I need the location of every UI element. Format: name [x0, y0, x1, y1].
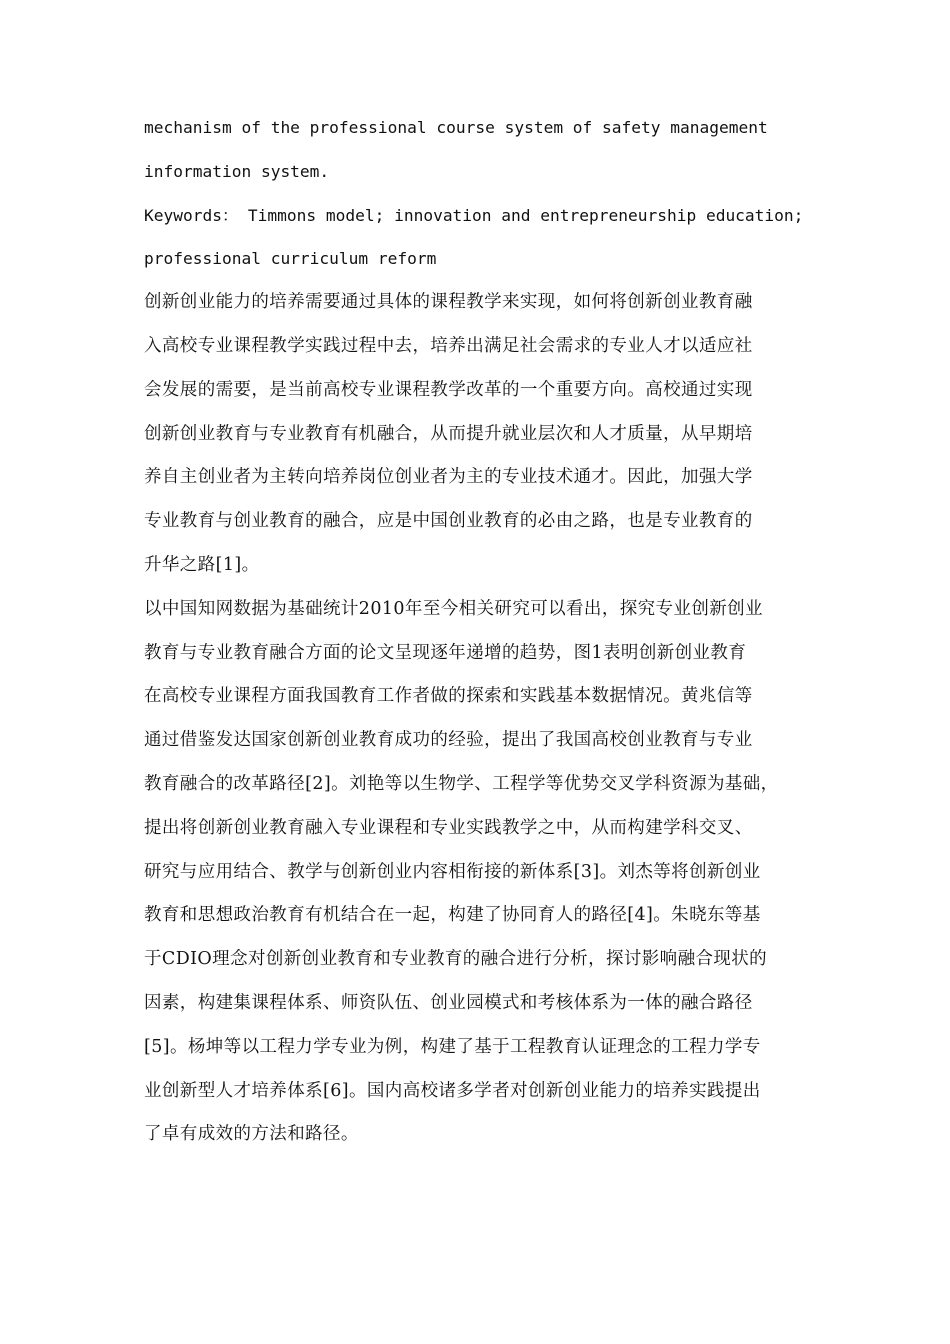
- abstract-english: [144, 106, 824, 281]
- paragraph-line: 教育融合的改革路径[2]。刘艳等以生物学、工程学等优势交叉学科资源为基础，: [144, 773, 779, 794]
- paragraph-line: 创新创业教育与专业教育有机融合，从而提升就业层次和人才质量，从早期培: [144, 423, 753, 444]
- paragraph-line: 通过借鉴发达国家创新创业教育成功的经验，提出了我国高校创业教育与专业: [144, 730, 753, 751]
- paragraph-line: 于CDIO理念对创新创业教育和专业教育的融合进行分析，探讨影响融合现状的: [144, 949, 768, 970]
- paragraph-line: 养自主创业者为主转向培养岗位创业者为主的专业技术通才。因此，加强大学: [144, 467, 753, 488]
- abstract-line: information system.: [144, 161, 330, 181]
- paragraph-line: 了卓有成效的方法和路径。: [144, 1124, 359, 1145]
- paragraph-line: 会发展的需要，是当前高校专业课程教学改革的一个重要方向。高校通过实现: [144, 379, 753, 400]
- paragraph-line: 创新创业能力的培养需要通过具体的课程教学来实现，如何将创新创业教育融: [144, 292, 753, 313]
- paragraph-line: 升华之路[1]。: [144, 554, 260, 575]
- paragraph-line: 因素，构建集课程体系、师资队伍、创业园模式和考核体系为一体的融合路径: [144, 992, 753, 1013]
- paragraph-line: 专业教育与创业教育的融合，应是中国创业教育的必由之路，也是专业教育的: [144, 511, 753, 532]
- paragraph-line: 业创新型人才培养体系[6]。国内高校诸多学者对创新创业能力的培养实践提出: [144, 1080, 761, 1101]
- paragraph-line: 以中国知网数据为基础统计2010年至今相关研究可以看出，探究专业创新创业: [144, 598, 763, 619]
- paragraph-line: 研究与应用结合、教学与创新创业内容相衔接的新体系[3]。刘杰等将创新创业: [144, 861, 761, 882]
- paragraph-line: 在高校专业课程方面我国教育工作者做的探索和实践基本数据情况。黄兆信等: [144, 686, 753, 707]
- paragraph-1: [144, 281, 824, 588]
- document-body: [144, 106, 824, 1157]
- paragraph-2: [144, 588, 824, 1157]
- paragraph-line: 提出将创新创业教育融入专业课程和专业实践教学之中，从而构建学科交叉、: [144, 817, 753, 838]
- keywords-line: professional curriculum reform: [144, 249, 437, 269]
- paragraph-line: 教育与专业教育融合方面的论文呈现逐年递增的趋势，图1表明创新创业教育: [144, 642, 747, 663]
- paragraph-line: [5]。杨坤等以工程力学专业为例，构建了基于工程教育认证理念的工程力学专: [144, 1036, 761, 1057]
- paragraph-line: 教育和思想政治教育有机结合在一起，构建了协同育人的路径[4]。朱晓东等基: [144, 905, 761, 926]
- paragraph-line: 入高校专业课程教学实践过程中去，培养出满足社会需求的专业人才以适应社: [144, 335, 753, 356]
- keywords-line: Keywords： Timmons model; innovation and entrepreneurship education;: [144, 205, 804, 225]
- abstract-line: mechanism of the professional course system of safety management: [144, 118, 768, 137]
